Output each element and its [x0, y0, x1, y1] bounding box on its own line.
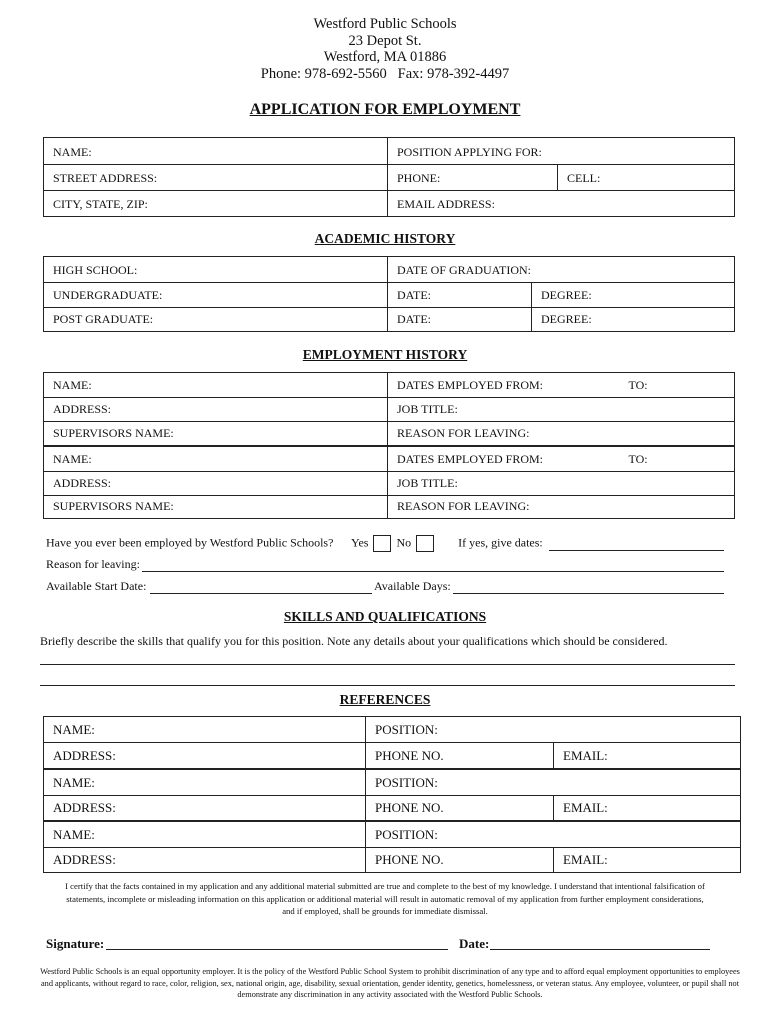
job-title-field[interactable]: JOB TITLE: — [388, 398, 735, 422]
supervisor-name-field[interactable]: SUPERVISORS NAME: — [44, 496, 388, 519]
skills-line-1[interactable] — [40, 664, 735, 665]
high-school-field[interactable]: HIGH SCHOOL: — [44, 257, 388, 283]
references-heading: REFERENCES — [339, 692, 431, 707]
reference-address-field[interactable]: ADDRESS: — [44, 796, 366, 821]
undergrad-date-field[interactable]: DATE: — [388, 283, 532, 308]
academic-history-table — [43, 256, 735, 332]
to-label: TO: — [628, 452, 648, 466]
reference-position-field[interactable]: POSITION: — [366, 717, 741, 743]
cell-field[interactable]: CELL: — [558, 165, 735, 191]
academic-history-heading: ACADEMIC HISTORY — [314, 231, 456, 246]
reason-leaving-field[interactable]: REASON FOR LEAVING: — [388, 422, 735, 446]
personal-info-table — [43, 137, 735, 217]
available-days-line[interactable] — [453, 593, 724, 594]
reference-name-field[interactable]: NAME: — [44, 717, 366, 743]
start-date-label: Available Start Date: — [46, 579, 147, 593]
phone-field[interactable]: PHONE: — [388, 165, 558, 191]
date-label: Date: — [459, 936, 490, 951]
employment-history-heading: EMPLOYMENT HISTORY — [302, 347, 468, 362]
reason-leaving-label: Reason for leaving: — [46, 557, 140, 571]
employer-name-field[interactable]: NAME: — [44, 446, 388, 472]
reference-position-field[interactable]: POSITION: — [366, 769, 741, 796]
city-state-zip-field[interactable]: CITY, STATE, ZIP: — [44, 191, 388, 217]
reference-address-field[interactable]: ADDRESS: — [44, 743, 366, 769]
available-days-label: Available Days: — [374, 579, 451, 593]
reference-name-field[interactable]: NAME: — [44, 769, 366, 796]
reference-phone-field[interactable]: PHONE NO. — [366, 848, 554, 873]
phone-fax: Phone: 978-692-5560 Fax: 978-392-4497 — [260, 65, 510, 82]
employer-address-field[interactable]: ADDRESS: — [44, 398, 388, 422]
page-title: APPLICATION FOR EMPLOYMENT — [249, 101, 521, 118]
city-state-zip: Westford, MA 01886 — [323, 49, 447, 65]
street-address: 23 Depot St. — [348, 32, 422, 49]
reason-leaving-field[interactable]: REASON FOR LEAVING: — [388, 496, 735, 519]
name-field[interactable]: NAME: — [44, 138, 388, 165]
undergrad-degree-field[interactable]: DEGREE: — [532, 283, 735, 308]
employer-address-field[interactable]: ADDRESS: — [44, 472, 388, 496]
supervisor-name-field[interactable]: SUPERVISORS NAME: — [44, 422, 388, 446]
undergraduate-field[interactable]: UNDERGRADUATE: — [44, 283, 388, 308]
position-applying-field[interactable]: POSITION APPLYING FOR: — [388, 138, 735, 165]
post-graduate-field[interactable]: POST GRADUATE: — [44, 308, 388, 332]
employment-history-table — [43, 372, 735, 519]
start-date-line[interactable] — [150, 593, 372, 594]
reference-name-field[interactable]: NAME: — [44, 821, 366, 848]
reference-address-field[interactable]: ADDRESS: — [44, 848, 366, 873]
job-title-field[interactable]: JOB TITLE: — [388, 472, 735, 496]
employer-name-field[interactable]: NAME: — [44, 373, 388, 398]
signature-line[interactable] — [106, 949, 448, 950]
no-checkbox[interactable] — [416, 535, 434, 552]
reference-email-field[interactable]: EMAIL: — [554, 848, 741, 873]
skills-prompt: Briefly describe the skills that qualify you for this position. Note any details about your qualifications which should be considered. — [40, 634, 668, 648]
certification-statement: I certify that the facts contained in my application and any additional material submitted are true and complete to the best of my knowledge. I understand that intentional falsification of statements, incomplete or misleading information on this application or additional material will result in automatic removal of my application from further employment considerations, and if employed, shall be grounds for immediate dismissal. — [65, 881, 705, 916]
signature-label: Signature: — [46, 936, 105, 951]
to-label: TO: — [628, 378, 648, 392]
dates-line[interactable] — [549, 550, 724, 551]
reference-email-field[interactable]: EMAIL: — [554, 796, 741, 821]
yes-checkbox[interactable] — [373, 535, 391, 552]
dates-employed-field[interactable]: DATES EMPLOYED FROM: TO: — [388, 446, 735, 472]
postgrad-date-field[interactable]: DATE: — [388, 308, 532, 332]
letterhead — [0, 16, 770, 82]
skills-line-2[interactable] — [40, 685, 735, 686]
org-name: Westford Public Schools — [313, 16, 457, 32]
reference-phone-field[interactable]: PHONE NO. — [366, 796, 554, 821]
skills-heading: SKILLS AND QUALIFICATIONS — [283, 609, 487, 624]
references-table — [43, 716, 741, 873]
street-address-field[interactable]: STREET ADDRESS: — [44, 165, 388, 191]
email-address-field[interactable]: EMAIL ADDRESS: — [388, 191, 735, 217]
postgrad-degree-field[interactable]: DEGREE: — [532, 308, 735, 332]
reference-position-field[interactable]: POSITION: — [366, 821, 741, 848]
previous-employment-question: Have you ever been employed by Westford Public Schools? Yes No If yes, give dates: — [46, 535, 543, 552]
dates-employed-field[interactable]: DATES EMPLOYED FROM: TO: — [388, 373, 735, 398]
reference-email-field[interactable]: EMAIL: — [554, 743, 741, 769]
graduation-date-field[interactable]: DATE OF GRADUATION: — [388, 257, 735, 283]
reference-phone-field[interactable]: PHONE NO. — [366, 743, 554, 769]
equal-opportunity-statement: Westford Public Schools is an equal opportunity employer. It is the policy of the Westford Public School System to prohibit discrimination of any type and to afford equal employment opportunities to employees and applicants, without regard to race, color, religion, sex, national origin, age, disability, sexual orientation, gender identity, genetics, homelessness, or veteran status. Any employee, volunteer, or pupil shall not demonstrate any discrimination in any activity associated with the Westford Public Schools. — [40, 967, 740, 999]
date-line[interactable] — [490, 949, 710, 950]
reason-leaving-line[interactable] — [142, 571, 724, 572]
